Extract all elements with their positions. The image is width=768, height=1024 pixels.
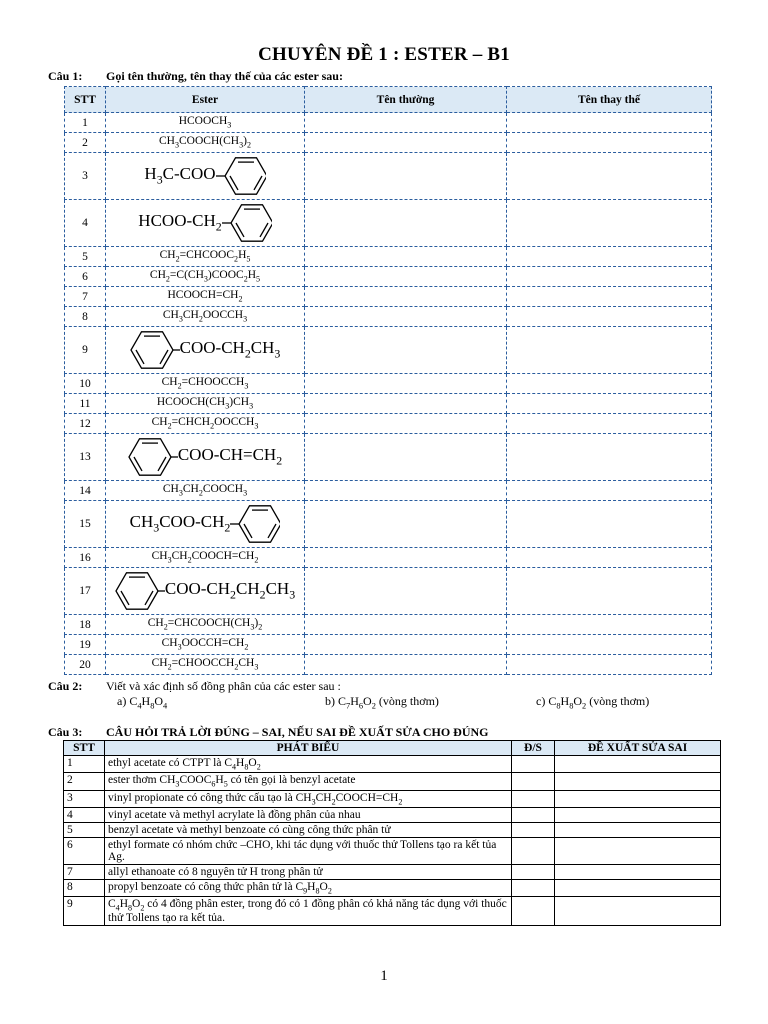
row-number: 7 bbox=[65, 287, 106, 307]
table-row bbox=[64, 879, 721, 896]
question-2-text: Viết và xác định số đồng phân của các ester sau : bbox=[106, 679, 341, 693]
ester-cell bbox=[106, 307, 305, 327]
row-number: 15 bbox=[65, 501, 106, 548]
header-true-false: Đ/S bbox=[512, 741, 555, 756]
question-1 bbox=[48, 69, 343, 84]
table-row bbox=[64, 837, 721, 864]
row-number: 11 bbox=[65, 394, 106, 414]
ester-formula: $CH_3OOCCH=CH_2$ bbox=[161, 637, 249, 652]
substitutive-name-cell[interactable] bbox=[507, 414, 712, 434]
question-3-label: Câu 3: bbox=[48, 725, 83, 739]
ester-cell bbox=[106, 434, 305, 481]
substitutive-name-cell[interactable] bbox=[507, 287, 712, 307]
correction-cell[interactable] bbox=[555, 807, 721, 822]
correction-cell[interactable] bbox=[555, 773, 721, 790]
ester-formula: COO-$CH_2CH_3$ bbox=[179, 338, 281, 361]
ester-cell bbox=[106, 267, 305, 287]
row-number: 3 bbox=[65, 153, 106, 200]
table-row bbox=[65, 133, 712, 153]
header-substitutive-name: Tên thay thế bbox=[507, 87, 712, 113]
table-row bbox=[65, 615, 712, 635]
table-row bbox=[65, 267, 712, 287]
substitutive-name-cell[interactable] bbox=[507, 133, 712, 153]
correction-cell[interactable] bbox=[555, 879, 721, 896]
ester-formula: $CH_2=C(CH_3)COOC_2H_5$ bbox=[149, 269, 261, 284]
ester-formula: COO-$CH_2CH_2CH_3$ bbox=[164, 579, 296, 602]
common-name-cell[interactable] bbox=[305, 133, 507, 153]
common-name-cell[interactable] bbox=[305, 287, 507, 307]
row-number: 8 bbox=[64, 879, 105, 896]
common-name-cell[interactable] bbox=[305, 374, 507, 394]
question-2-part-b: b) $C_7H_6O_2$ (vòng thơm) bbox=[325, 694, 439, 711]
benzene-ring bbox=[230, 502, 280, 546]
benzene-ring bbox=[222, 201, 272, 245]
question-2 bbox=[48, 679, 341, 694]
row-number: 4 bbox=[64, 807, 105, 822]
ester-formula: $CH_2=CHOOCCH_3$ bbox=[161, 376, 249, 391]
ester-formula: $CH_3CH_2COOCH=CH_2$ bbox=[151, 550, 259, 565]
table-row bbox=[64, 864, 721, 879]
substitutive-name-cell[interactable] bbox=[507, 307, 712, 327]
ester-cell bbox=[106, 548, 305, 568]
question-1-label: Câu 1: bbox=[48, 69, 83, 83]
table-row bbox=[65, 548, 712, 568]
table-row bbox=[65, 307, 712, 327]
common-name-cell[interactable] bbox=[305, 247, 507, 267]
substitutive-name-cell[interactable] bbox=[507, 267, 712, 287]
substitutive-name-cell[interactable] bbox=[507, 635, 712, 655]
row-number: 20 bbox=[65, 655, 106, 675]
ester-cell bbox=[106, 133, 305, 153]
substitutive-name-cell[interactable] bbox=[507, 113, 712, 133]
row-number: 17 bbox=[65, 568, 106, 615]
correction-cell[interactable] bbox=[555, 864, 721, 879]
ester-cell bbox=[106, 394, 305, 414]
statement-cell: vinyl acetate và methyl acrylate là đồng phân của nhau bbox=[105, 807, 512, 822]
question-3 bbox=[48, 725, 489, 740]
benzene-ring bbox=[130, 328, 180, 372]
true-false-cell[interactable] bbox=[512, 897, 555, 926]
common-name-cell[interactable] bbox=[305, 434, 507, 481]
statement-cell: benzyl acetate và methyl benzoate có cùng công thức phân tử bbox=[105, 822, 512, 837]
table-row bbox=[65, 200, 712, 247]
question-2-part-a: a) $C_4H_8O_4$ bbox=[117, 694, 168, 711]
row-number: 2 bbox=[65, 133, 106, 153]
statement-cell: propyl benzoate có công thức phân tử là $C_9H_8O_2$ bbox=[105, 879, 512, 896]
row-number: 19 bbox=[65, 635, 106, 655]
true-false-cell[interactable] bbox=[512, 773, 555, 790]
table-row bbox=[64, 756, 721, 773]
common-name-cell[interactable] bbox=[305, 501, 507, 548]
table-row bbox=[65, 655, 712, 675]
header-correction: ĐỀ XUẤT SỬA SAI bbox=[555, 741, 721, 756]
ester-cell bbox=[106, 481, 305, 501]
substitutive-name-cell[interactable] bbox=[507, 200, 712, 247]
header-stt: STT bbox=[65, 87, 106, 113]
correction-cell[interactable] bbox=[555, 837, 721, 864]
substitutive-name-cell[interactable] bbox=[507, 374, 712, 394]
benzene-ring bbox=[216, 154, 266, 198]
true-false-cell[interactable] bbox=[512, 756, 555, 773]
table-row bbox=[65, 434, 712, 481]
statement-cell: ethyl acetate có CTPT là $C_4H_8O_2$ bbox=[105, 756, 512, 773]
ester-cell bbox=[106, 200, 305, 247]
substitutive-name-cell[interactable] bbox=[507, 434, 712, 481]
correction-cell[interactable] bbox=[555, 790, 721, 807]
row-number: 9 bbox=[65, 327, 106, 374]
question-1-text: Gọi tên thường, tên thay thế của các ester sau: bbox=[106, 69, 343, 83]
table-row bbox=[64, 773, 721, 790]
substitutive-name-cell[interactable] bbox=[507, 327, 712, 374]
common-name-cell[interactable] bbox=[305, 327, 507, 374]
ester-naming-table bbox=[64, 86, 712, 675]
common-name-cell[interactable] bbox=[305, 615, 507, 635]
table-row bbox=[65, 374, 712, 394]
common-name-cell[interactable] bbox=[305, 200, 507, 247]
question-2-label: Câu 2: bbox=[48, 679, 83, 693]
ester-cell bbox=[106, 287, 305, 307]
substitutive-name-cell[interactable] bbox=[507, 568, 712, 615]
row-number: 12 bbox=[65, 414, 106, 434]
ester-formula: $CH_3CH_2OOCCH_3$ bbox=[162, 309, 248, 324]
common-name-cell[interactable] bbox=[305, 548, 507, 568]
statement-cell: ester thơm $CH_3COOC_6H_5$ có tên gọi là benzyl acetate bbox=[105, 773, 512, 790]
ester-formula: $CH_2=CHOOCCH_2CH_3$ bbox=[151, 657, 259, 672]
row-number: 14 bbox=[65, 481, 106, 501]
common-name-cell[interactable] bbox=[305, 394, 507, 414]
ester-cell bbox=[106, 414, 305, 434]
ester-formula: $HCOOCH(CH_3)CH_3$ bbox=[156, 396, 254, 411]
ester-formula: $H_3C$-COO bbox=[144, 164, 216, 187]
correction-cell[interactable] bbox=[555, 822, 721, 837]
common-name-cell[interactable] bbox=[305, 414, 507, 434]
row-number: 3 bbox=[64, 790, 105, 807]
table-row bbox=[65, 287, 712, 307]
ester-formula: $CH_3CH_2COOCH_3$ bbox=[162, 483, 248, 498]
header-common-name: Tên thường bbox=[305, 87, 507, 113]
ester-formula: $CH_3COO-CH_2$ bbox=[129, 512, 231, 535]
true-false-cell[interactable] bbox=[512, 790, 555, 807]
ester-cell bbox=[106, 635, 305, 655]
common-name-cell[interactable] bbox=[305, 655, 507, 675]
ester-formula: HCOO-$CH_2$ bbox=[138, 211, 222, 234]
row-number: 1 bbox=[65, 113, 106, 133]
row-number: 18 bbox=[65, 615, 106, 635]
ester-formula: $CH_2=CHCOOC_2H_5$ bbox=[159, 249, 251, 264]
substitutive-name-cell[interactable] bbox=[507, 615, 712, 635]
statement-cell: ethyl formate có nhóm chức –CHO, khi tác dụng với thuốc thử Tollens tạo ra kết tủa Ag. bbox=[105, 837, 512, 864]
ester-formula: COO-$CH=CH_2$ bbox=[177, 445, 283, 468]
common-name-cell[interactable] bbox=[305, 113, 507, 133]
common-name-cell[interactable] bbox=[305, 635, 507, 655]
row-number: 16 bbox=[65, 548, 106, 568]
common-name-cell[interactable] bbox=[305, 481, 507, 501]
common-name-cell[interactable] bbox=[305, 267, 507, 287]
common-name-cell[interactable] bbox=[305, 153, 507, 200]
common-name-cell[interactable] bbox=[305, 568, 507, 615]
table-row bbox=[65, 247, 712, 267]
row-number: 5 bbox=[65, 247, 106, 267]
ester-cell bbox=[106, 113, 305, 133]
ester-cell bbox=[106, 655, 305, 675]
substitutive-name-cell[interactable] bbox=[507, 247, 712, 267]
row-number: 2 bbox=[64, 773, 105, 790]
header-stt: STT bbox=[64, 741, 105, 756]
ester-cell bbox=[106, 615, 305, 635]
table-row bbox=[65, 568, 712, 615]
table-row bbox=[65, 153, 712, 200]
table-row bbox=[64, 790, 721, 807]
ester-formula: $CH_2=CHCOOCH(CH_3)_2$ bbox=[147, 617, 263, 632]
table-row bbox=[64, 897, 721, 926]
row-number: 10 bbox=[65, 374, 106, 394]
true-false-cell[interactable] bbox=[512, 879, 555, 896]
table-row bbox=[65, 501, 712, 548]
row-number: 13 bbox=[65, 434, 106, 481]
header-ester: Ester bbox=[106, 87, 305, 113]
page-title: CHUYÊN ĐỀ 1 : ESTER – B1 bbox=[258, 44, 510, 65]
row-number: 4 bbox=[65, 200, 106, 247]
ester-cell bbox=[106, 568, 305, 615]
statement-cell: vinyl propionate có công thức cấu tạo là $CH_3CH_2COOCH=CH_2$ bbox=[105, 790, 512, 807]
row-number: 6 bbox=[64, 837, 105, 864]
statement-cell: $C_4H_8O_2$ có 4 đồng phân ester, trong đó có 1 đồng phân có khả năng tác dụng với thuốc thử Tollens tạo ra kết tủa. bbox=[105, 897, 512, 926]
substitutive-name-cell[interactable] bbox=[507, 655, 712, 675]
common-name-cell[interactable] bbox=[305, 307, 507, 327]
ester-cell bbox=[106, 374, 305, 394]
statement-cell: allyl ethanoate có 8 nguyên tử H trong phân tử bbox=[105, 864, 512, 879]
row-number: 6 bbox=[65, 267, 106, 287]
benzene-ring bbox=[115, 569, 165, 613]
table-row bbox=[65, 481, 712, 501]
question-2-part-c: c) $C_8H_8O_2$ (vòng thơm) bbox=[536, 694, 650, 711]
ester-cell bbox=[106, 327, 305, 374]
table-row bbox=[65, 635, 712, 655]
correction-cell[interactable] bbox=[555, 756, 721, 773]
substitutive-name-cell[interactable] bbox=[507, 153, 712, 200]
substitutive-name-cell[interactable] bbox=[507, 501, 712, 548]
row-number: 9 bbox=[64, 897, 105, 926]
table-row bbox=[65, 394, 712, 414]
row-number: 7 bbox=[64, 864, 105, 879]
ester-formula: $CH_3COOCH(CH_3)_2$ bbox=[159, 135, 251, 150]
substitutive-name-cell[interactable] bbox=[507, 548, 712, 568]
page-number: 1 bbox=[380, 968, 388, 984]
benzene-ring bbox=[128, 435, 178, 479]
ester-formula: $HCOOCH=CH_2$ bbox=[167, 289, 243, 304]
question-3-text: CÂU HỎI TRẢ LỜI ĐÚNG – SAI, NẾU SAI ĐỀ XUẤT SỬA CHO ĐÚNG bbox=[106, 725, 489, 739]
true-false-cell[interactable] bbox=[512, 807, 555, 822]
row-number: 1 bbox=[64, 756, 105, 773]
table-row bbox=[64, 822, 721, 837]
ester-cell bbox=[106, 153, 305, 200]
substitutive-name-cell[interactable] bbox=[507, 481, 712, 501]
ester-formula: $CH_2=CHCH_2OOCCH_3$ bbox=[151, 416, 259, 431]
true-false-cell[interactable] bbox=[512, 864, 555, 879]
row-number: 8 bbox=[65, 307, 106, 327]
table-row bbox=[65, 113, 712, 133]
correction-cell[interactable] bbox=[555, 897, 721, 926]
table-row bbox=[64, 807, 721, 822]
table-row bbox=[65, 414, 712, 434]
true-false-table bbox=[63, 740, 721, 926]
header-statement: PHÁT BIỂU bbox=[105, 741, 512, 756]
substitutive-name-cell[interactable] bbox=[507, 394, 712, 414]
ester-cell bbox=[106, 247, 305, 267]
table-row bbox=[65, 327, 712, 374]
row-number: 5 bbox=[64, 822, 105, 837]
ester-cell bbox=[106, 501, 305, 548]
true-false-cell[interactable] bbox=[512, 837, 555, 864]
ester-formula: $HCOOCH_3$ bbox=[178, 115, 232, 130]
true-false-cell[interactable] bbox=[512, 822, 555, 837]
